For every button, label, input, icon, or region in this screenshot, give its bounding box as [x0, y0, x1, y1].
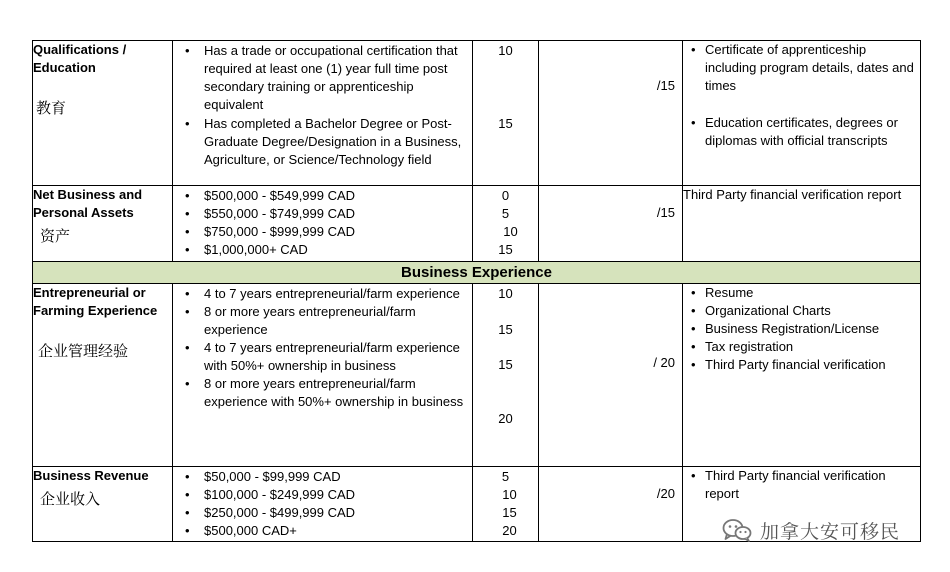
- list-item: • 4 to 7 years entrepreneurial/farm experience with 50%+ ownership in business: [173, 339, 472, 375]
- points-value: 15: [498, 242, 513, 257]
- list-item: • Third Party financial verification: [683, 356, 920, 374]
- points-value: 15: [498, 322, 513, 337]
- documents-cell: [683, 41, 921, 186]
- max-score-cell: [539, 284, 683, 467]
- max-score: / 20: [653, 355, 675, 370]
- documents-cell: [683, 284, 921, 467]
- points-value: 5: [501, 206, 510, 221]
- criterion-chinese: 企业收入: [40, 490, 101, 508]
- points-value: 15: [498, 116, 513, 131]
- points-value: 5: [501, 469, 510, 484]
- list-item: • Certificate of apprenticeship including program details, dates and times: [683, 41, 920, 95]
- wechat-icon: [722, 518, 752, 542]
- points-value: 15: [502, 505, 517, 520]
- watermark: [722, 516, 932, 544]
- options-cell: [173, 467, 473, 542]
- list-item: • $500,000 - $549,999 CAD: [173, 187, 472, 205]
- list-item: • 4 to 7 years entrepreneurial/farm experience: [173, 285, 472, 303]
- watermark-text: 加拿大安可移民: [760, 520, 901, 543]
- points-value: 10: [502, 487, 517, 502]
- points-value: 10: [498, 286, 513, 301]
- points-cell: [473, 186, 539, 262]
- max-score: /15: [656, 78, 675, 93]
- list-item: • Education certificates, degrees or diplomas with official transcripts: [683, 114, 920, 150]
- points-value: 0: [501, 188, 510, 203]
- list-item: • $500,000 CAD+: [173, 522, 472, 540]
- points-value: 10: [503, 224, 518, 239]
- criterion-cell: [33, 467, 173, 542]
- list-item: • $1,000,000+ CAD: [173, 241, 472, 259]
- points-value: 20: [498, 411, 513, 426]
- options-cell: [173, 186, 473, 262]
- documents-text: Third Party financial verification report: [683, 187, 902, 202]
- list-item: • $250,000 - $499,999 CAD: [173, 504, 472, 522]
- criterion-cell: [33, 186, 173, 262]
- section-title: Business Experience: [33, 262, 921, 284]
- list-item: • Tax registration: [683, 338, 920, 356]
- list-item: • Resume: [683, 284, 920, 302]
- max-score-cell: [539, 467, 683, 542]
- list-item: • $100,000 - $249,999 CAD: [173, 486, 472, 504]
- points-value: 10: [498, 43, 513, 58]
- max-score-cell: [539, 41, 683, 186]
- list-item: • $550,000 - $749,999 CAD: [173, 205, 472, 223]
- list-item: • Organizational Charts: [683, 302, 920, 320]
- points-cell: [473, 41, 539, 186]
- points-value: 20: [502, 523, 517, 538]
- section-header-row: [33, 262, 921, 284]
- criterion-cell: [33, 284, 173, 467]
- max-score-cell: [539, 186, 683, 262]
- max-score: /20: [656, 486, 675, 501]
- points-cell: [473, 467, 539, 542]
- table-row-qualifications: [33, 41, 921, 186]
- criterion-chinese: 教育: [36, 99, 67, 117]
- list-item: • 8 or more years entrepreneurial/farm experience: [173, 303, 472, 339]
- documents-cell: [683, 186, 921, 262]
- criterion-chinese: 企业管理经验: [38, 342, 129, 360]
- criteria-table: [32, 40, 921, 542]
- criterion-cell: [33, 41, 173, 186]
- criterion-chinese: 资产: [40, 227, 71, 245]
- criterion-label: Qualifications / Education: [33, 42, 127, 75]
- options-cell: [173, 41, 473, 186]
- list-item: • $750,000 - $999,999 CAD: [173, 223, 472, 241]
- list-item: • Third Party financial verification report: [683, 467, 920, 503]
- list-item: • 8 or more years entrepreneurial/farm experience with 50%+ ownership in business: [173, 375, 472, 411]
- points-value: 15: [498, 357, 513, 372]
- table-row-experience: [33, 284, 921, 467]
- points-cell: [473, 284, 539, 467]
- options-cell: [173, 284, 473, 467]
- list-item: • Has a trade or occupational certification that required at least one (1) year full time post secondary training or apprenticeship equivalent: [173, 42, 472, 114]
- list-item: • Business Registration/License: [683, 320, 920, 338]
- list-item: • $50,000 - $99,999 CAD: [173, 468, 472, 486]
- criterion-label: Business Revenue: [33, 468, 149, 483]
- table-row-assets: [33, 186, 921, 262]
- list-item: • Has completed a Bachelor Degree or Post-Graduate Degree/Designation in a Business, Agriculture, or Science/Technology field: [173, 115, 472, 169]
- criterion-label: Entrepreneurial or Farming Experience: [33, 285, 158, 318]
- max-score: /15: [656, 205, 675, 220]
- criterion-label: Net Business and Personal Assets: [33, 187, 143, 220]
